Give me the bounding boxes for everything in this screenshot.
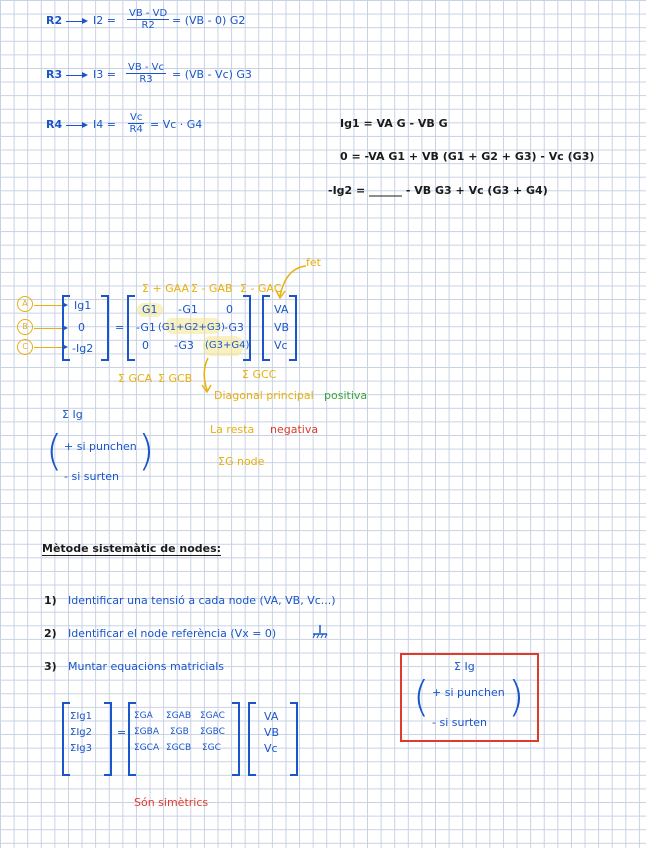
m2-r3c2: ΣGCB — [166, 743, 192, 753]
step-1-text: Identificar una tensió a cada node (VA, VB, Vc...) — [68, 594, 336, 607]
m1-r1c2: -G1 — [178, 303, 198, 316]
m2-r2c1: ΣGBA — [134, 727, 159, 737]
m1-r2c3: -G3 — [224, 321, 244, 334]
sigma-ig-minus: - si surten — [64, 470, 120, 483]
note-symmetric: Són simètrics — [134, 796, 209, 809]
rhs-i2: = (VB - 0) G2 — [172, 14, 246, 27]
paren-right: ) — [508, 672, 525, 721]
rhs-i4: = Vc · G4 — [150, 118, 203, 131]
top-label-gab: Σ - GAB — [191, 282, 233, 295]
top-label-gaa: Σ + GAA — [142, 282, 190, 295]
paren-left: ( — [413, 672, 430, 721]
fraction-i3 — [126, 62, 166, 85]
vec-vb: VB — [274, 321, 290, 334]
vec-va: VA — [274, 303, 289, 316]
step-2-text: Identificar el node referència (Vx = 0) — [68, 627, 277, 640]
bracket-right — [232, 702, 240, 776]
node-label-c: C — [17, 339, 33, 355]
bottom-label-gca: Σ GCA — [118, 372, 153, 385]
label-r4: R4 — [46, 118, 63, 131]
bracket-right — [289, 295, 297, 361]
arrow-icon — [66, 21, 86, 22]
m2-r2c2: ΣGB — [170, 727, 189, 737]
bracket-left — [62, 295, 70, 361]
m2-lhs-3: ΣIg3 — [70, 743, 92, 754]
m2-vec-va: VA — [264, 710, 279, 723]
m1-r1c3: 0 — [226, 303, 233, 316]
paren-left: ( — [46, 426, 63, 475]
label-r3: R3 — [46, 68, 63, 81]
lhs-i3: I3 = — [93, 68, 116, 81]
m2-vec-vc: Vc — [264, 742, 278, 755]
note-positive: positiva — [324, 389, 368, 402]
m2-r1c3: ΣGAC — [200, 711, 225, 721]
bracket-left — [248, 702, 256, 776]
arrow-icon — [66, 125, 86, 126]
bracket-left — [262, 295, 270, 361]
m2-vec-vb: VB — [264, 726, 280, 739]
ground-icon — [312, 624, 328, 640]
m2-r1c1: ΣGA — [134, 711, 153, 721]
m2-r3c1: ΣGCA — [134, 743, 160, 753]
lhs-ig1: Ig1 — [74, 299, 92, 312]
arrow-icon — [66, 75, 86, 76]
equals-sign: = — [115, 321, 125, 334]
lhs-i4: I4 = — [93, 118, 116, 131]
note-fet: fet — [306, 256, 321, 269]
step-1-number: 1) — [44, 594, 57, 607]
bracket-right — [290, 702, 298, 776]
box-title: Σ Ig — [454, 660, 475, 673]
lhs-ig2: -Ig2 — [72, 342, 94, 355]
diagonal-arrow-icon — [198, 356, 214, 394]
vec-vc: Vc — [274, 339, 288, 352]
m2-r3c3: ΣGC — [202, 743, 221, 753]
equation-ig1: Ig1 = VA G - VB G — [340, 117, 448, 130]
box-minus: - si surten — [432, 716, 488, 729]
denominator: R4 — [129, 124, 143, 135]
m2-r1c2: ΣGAB — [166, 711, 191, 721]
note-sum-g-node: ΣG node — [218, 455, 265, 468]
bracket-right — [104, 702, 112, 776]
sigma-ig-plus: + si punchen — [64, 440, 137, 453]
m2-lhs-1: ΣIg1 — [70, 711, 92, 722]
denominator: R3 — [139, 74, 153, 85]
rhs-i3: = (VB - Vc) G3 — [172, 68, 252, 81]
numerator: Vc — [130, 112, 143, 123]
m1-r3c3: (G3+G4) — [205, 340, 250, 351]
step-3-number: 3) — [44, 660, 57, 673]
node-label-a: A — [17, 296, 33, 312]
bracket-left — [127, 295, 135, 361]
top-label-gac: Σ - GAC — [240, 282, 282, 295]
fraction-i4 — [128, 112, 144, 135]
numerator: VB - VD — [129, 8, 168, 19]
equals-sign: = — [117, 726, 127, 739]
box-plus: + si punchen — [432, 686, 505, 699]
denominator: R2 — [141, 20, 155, 31]
numerator: VB - Vc — [128, 62, 165, 73]
m1-r2c1: -G1 — [136, 321, 156, 334]
bracket-right — [101, 295, 109, 361]
node-label-b: B — [17, 319, 33, 335]
m1-r1c1: G1 — [142, 303, 158, 316]
note-negative: negativa — [270, 423, 319, 436]
fraction-i2 — [127, 8, 169, 31]
equation-ig2: -Ig2 = ______ - VB G3 + Vc (G3 + G4) — [328, 184, 548, 197]
step-3-text: Muntar equacions matricials — [68, 660, 224, 673]
m1-r3c2: -G3 — [174, 339, 194, 352]
sigma-ig-title: Σ Ig — [62, 408, 83, 421]
m2-lhs-2: ΣIg2 — [70, 727, 92, 738]
m1-r3c1: 0 — [142, 339, 149, 352]
lhs-i2: I2 = — [93, 14, 116, 27]
step-2-number: 2) — [44, 627, 57, 640]
bracket-right — [243, 295, 251, 361]
method-title: Mètode sistemàtic de nodes: — [42, 542, 222, 555]
m2-r2c3: ΣGBC — [200, 727, 225, 737]
bottom-label-gcb: Σ GCB — [158, 372, 193, 385]
bracket-left — [62, 702, 70, 776]
lhs-zero: 0 — [78, 321, 85, 334]
equation-node-b: 0 = -VA G1 + VB (G1 + G2 + G3) - Vc (G3) — [340, 150, 595, 163]
paren-right: ) — [138, 426, 155, 475]
note-diagonal: Diagonal principal — [214, 389, 314, 402]
bottom-label-gcc: Σ GCC — [242, 368, 277, 381]
label-r2: R2 — [46, 14, 63, 27]
m1-r2c2: (G1+G2+G3) — [158, 322, 225, 333]
note-rest: La resta — [210, 423, 255, 436]
